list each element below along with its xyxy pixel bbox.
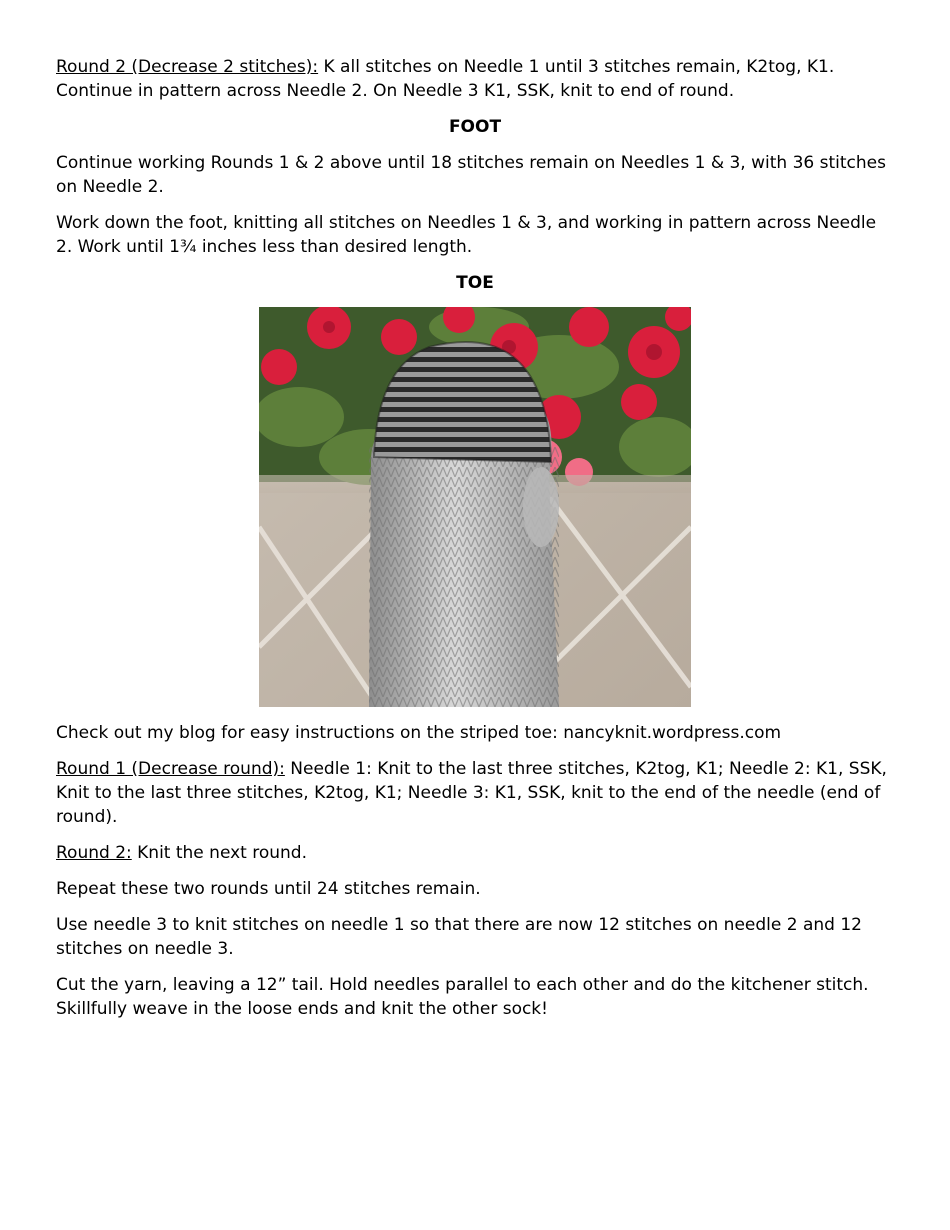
needle-paragraph: Use needle 3 to knit stitches on needle 1 so that there are now 12 stitches on needle 2 and 12 stitches on needle 3. xyxy=(56,915,862,959)
document-page xyxy=(56,55,894,1033)
sock-photo xyxy=(259,307,691,707)
toe-heading: TOE xyxy=(456,273,494,293)
toe-round2-paragraph xyxy=(56,841,894,865)
foot-heading: FOOT xyxy=(448,117,502,137)
foot-paragraph-1: Continue working Rounds 1 & 2 above until 18 stitches remain on Needles 1 & 3, with 36 stitches on Needle 2. xyxy=(56,153,886,197)
toe-round1-paragraph xyxy=(56,757,894,829)
sock-photo-container xyxy=(56,307,894,707)
round2-decrease-text: K all stitches on Needle 1 until 3 stitches remain, K2tog, K1. Continue in pattern across Needle 2. On Needle 3 K1, SSK, knit to end of round. xyxy=(56,57,835,101)
toe-round1-label: Round 1 (Decrease round): xyxy=(56,759,285,779)
round2-decrease-label: Round 2 (Decrease 2 stitches): xyxy=(56,57,319,77)
foot-paragraph-2: Work down the foot, knitting all stitches on Needles 1 & 3, and working in pattern across Needle 2. Work until 1¾ inches less than desired length. xyxy=(56,213,877,257)
round2-decrease-paragraph xyxy=(56,55,894,103)
finish-paragraph: Cut the yarn, leaving a 12” tail. Hold needles parallel to each other and do the kitchener stitch. Skillfully weave in the loose ends and knit the other sock! xyxy=(56,975,869,1019)
toe-round2-label: Round 2: xyxy=(56,843,132,863)
toe-round1-text: Needle 1: Knit to the last three stitches, K2tog, K1; Needle 2: K1, SSK, Knit to the last three stitches, K2tog, K1; Needle 3: K1, SSK, knit to the end of the needle (end of round). xyxy=(56,759,887,827)
repeat-paragraph: Repeat these two rounds until 24 stitches remain. xyxy=(56,879,481,899)
blog-paragraph: Check out my blog for easy instructions on the striped toe: nancyknit.wordpress.com xyxy=(56,723,782,743)
toe-round2-text: Knit the next round. xyxy=(131,843,307,863)
